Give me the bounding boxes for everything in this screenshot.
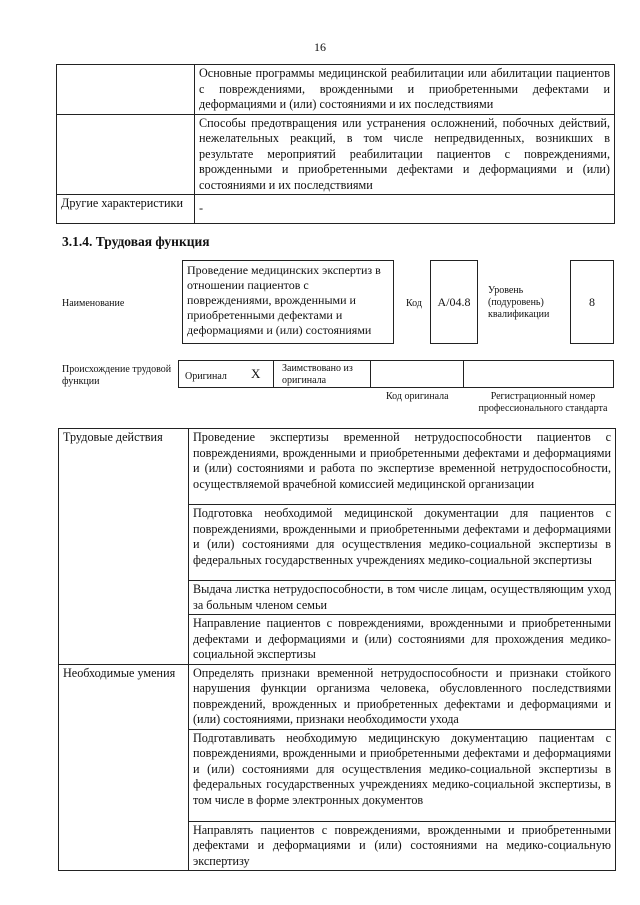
- row-content: -: [195, 195, 615, 224]
- row-label: [57, 114, 195, 195]
- original-text: Оригинал: [185, 371, 227, 382]
- list-item: Выдача листка нетрудоспособности, в том числе лицам, осуществляющим уход за больным членом семьи: [189, 581, 616, 615]
- level-value: 8: [589, 294, 595, 309]
- list-item: Направлять пациентов с повреждениями, врожденными и приобретенными дефектами и деформациями и (или) состояниями на медико-социальную экспертизу: [189, 821, 616, 871]
- table-row: [59, 664, 616, 729]
- original-mark: X: [251, 366, 261, 381]
- table-row: [57, 65, 615, 115]
- group-label-skills: Необходимые умения: [59, 664, 189, 871]
- borrowed-cell: [273, 360, 371, 388]
- list-item: Проведение экспертизы временной нетрудоспособности пациентов с повреждениями, врожденными и приобретенными дефектами и деформациями и (или) состояниями и работа по экспертизе временной нетрудоспособности, осуществляемой врачебной комиссией медицинской организации: [189, 429, 616, 505]
- list-item: Подготовка необходимой медицинской документации для пациентов с повреждениями, врожденными и приобретенными дефектами и деформациями и (или) состояниями для осуществления медико-социальной экспертизы в федеральных государственных учреждениях медико-социальной экспертизы: [189, 505, 616, 581]
- code-caption: Код оригинала: [386, 391, 449, 402]
- code-label: Код: [406, 298, 422, 309]
- table-row: [57, 114, 615, 195]
- code-value: A/04.8: [437, 294, 471, 309]
- name-label: Наименование: [62, 298, 125, 309]
- list-item: Подготавливать необходимую медицинскую документацию пациентам с повреждениями, врожденными и приобретенными дефектами и деформациями и (или) состояниями для осуществления медико-социальной экспертизы в федеральных государственных учреждениях медико-социальной экспертизы, в том числе в форме электронных документов: [189, 729, 616, 821]
- list-item: Направление пациентов с повреждениями, врожденными и приобретенными дефектами и деформациями и (или) состояниями для прохождения медико-социальной экспертизы: [189, 615, 616, 665]
- table-row: [57, 195, 615, 224]
- code-box: [430, 260, 478, 344]
- list-item: Определять признаки временной нетрудоспособности и признаки стойкого нарушения функции организма человека, обусловленного последствиями повреждений, врожденных и приобретенных дефектами и деформациями и (или) состояниями, признаки необходимости ухода: [189, 664, 616, 729]
- row-content: Основные программы медицинской реабилитации или абилитации пациентов с повреждениями, врожденными и приобретенными дефектами и деформациями и (или) состояниями и их последствиями: [195, 65, 615, 115]
- labor-function-table: [58, 428, 616, 871]
- row-content: Способы предотвращения или устранения осложнений, побочных действий, нежелательных реакций, в том числе непредвиденных, возникших в результате мероприятий реабилитации пациентов с повреждениями, врожденными и приобретенными дефектами и деформациями и (или) состояниями и их последствиями: [195, 114, 615, 195]
- registration-number-cell: [463, 360, 614, 388]
- level-label: Уровень (подуровень) квалификации: [488, 285, 550, 320]
- group-label-actions: Трудовые действия: [59, 429, 189, 665]
- page-number: 16: [314, 40, 326, 54]
- row-label: Другие характеристики: [57, 195, 195, 224]
- registration-caption: Регистрационный номер профессионального стандарта: [478, 391, 608, 414]
- original-code-cell: [370, 360, 464, 388]
- level-box: [570, 260, 614, 344]
- function-name-box: Проведение медицинских экспертиз в отношении пациентов с повреждениями, врожденными и приобретенными дефектами и деформациями и (или) состояниями: [182, 260, 394, 344]
- row-label: [57, 65, 195, 115]
- knowledge-table-continuation: [56, 64, 615, 224]
- table-row: [59, 429, 616, 505]
- borrowed-text: Заимствовано из оригинала: [282, 363, 353, 386]
- original-cell: [178, 360, 274, 388]
- section-heading: 3.1.4. Трудовая функция: [62, 234, 210, 249]
- origin-label: Происхождение трудовой функции: [62, 364, 172, 387]
